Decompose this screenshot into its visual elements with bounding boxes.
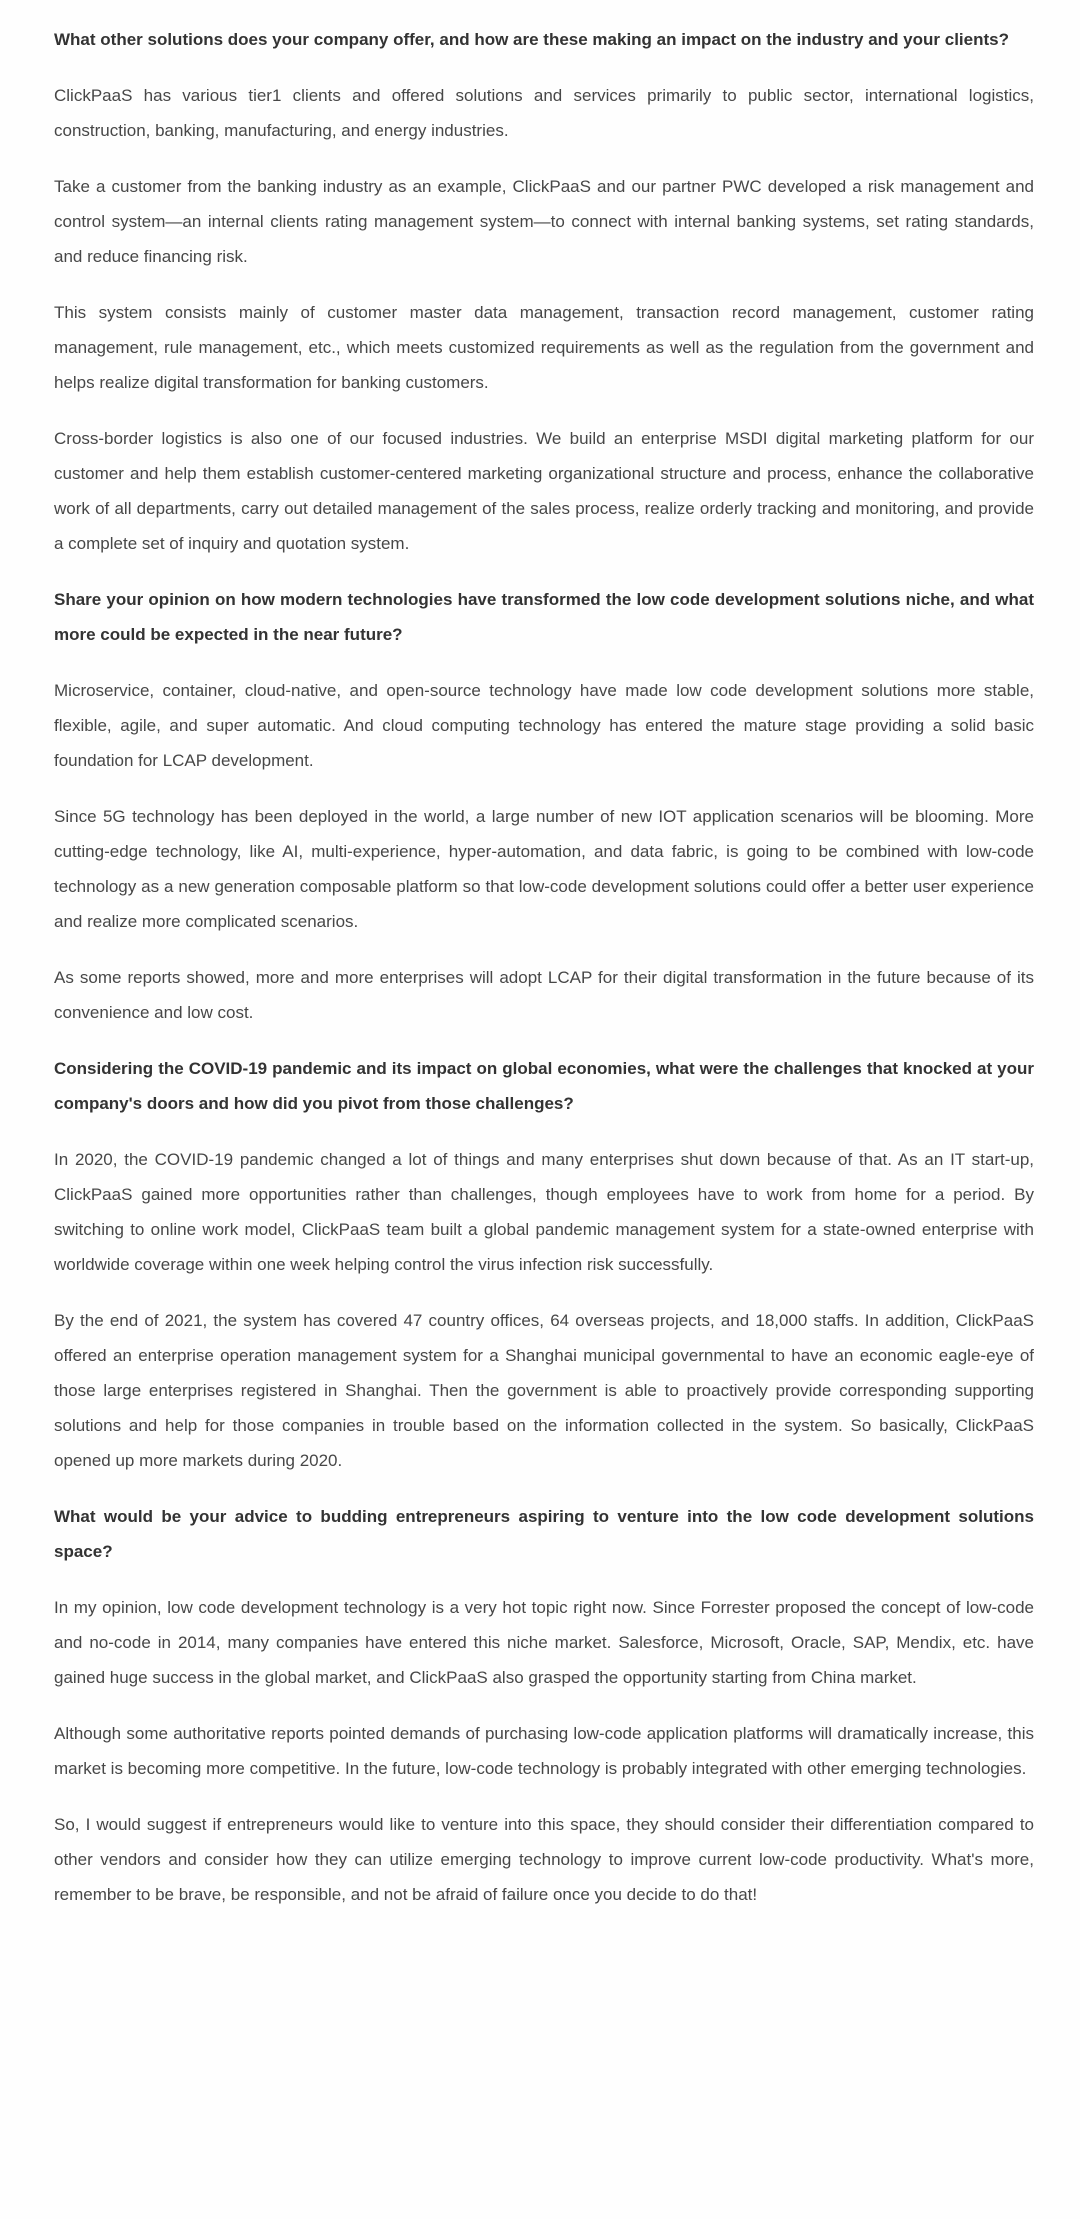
answer-paragraph-4: Cross-border logistics is also one of our focused industries. We build an enterprise MSDI digital marketing platform for our customer and help them establish customer-centered marketing organizational structure and process, enhance the collaborative work of all departments, carry out detailed management of the sales process, realize orderly tracking and monitoring, and provide a complete set of inquiry and quotation system. xyxy=(54,429,1034,553)
question-heading-4: What would be your advice to budding entrepreneurs aspiring to venture into the low code development solutions space? xyxy=(54,1507,1034,1561)
answer-paragraph-3: This system consists mainly of customer master data management, transaction record management, customer rating management, rule management, etc., which meets customized requirements as well as the regulation from the government and helps realize digital transformation for banking customers. xyxy=(54,303,1034,392)
answer-paragraph-7: As some reports showed, more and more enterprises will adopt LCAP for their digital transformation in the future because of its convenience and low cost. xyxy=(54,968,1034,1022)
answer-paragraph-2: Take a customer from the banking industry as an example, ClickPaaS and our partner PWC developed a risk management and control system—an internal clients rating management system—to connect with internal banking systems, set rating standards, and reduce financing risk. xyxy=(54,177,1034,266)
question-heading-2: Share your opinion on how modern technologies have transformed the low code development solutions niche, and what more could be expected in the near future? xyxy=(54,590,1034,644)
answer-paragraph-1: ClickPaaS has various tier1 clients and offered solutions and services primarily to public sector, international logistics, construction, banking, manufacturing, and energy industries. xyxy=(54,86,1034,140)
answer-paragraph-9: By the end of 2021, the system has covered 47 country offices, 64 overseas projects, and 18,000 staffs. In addition, ClickPaaS offered an enterprise operation management system for a Shanghai municipal governmental to have an economic eagle-eye of those large enterprises registered in Shanghai. Then the government is able to proactively provide corresponding supporting solutions and help for those companies in trouble based on the information collected in the system. So basically, ClickPaaS opened up more markets during 2020. xyxy=(54,1311,1034,1470)
answer-paragraph-6: Since 5G technology has been deployed in the world, a large number of new IOT application scenarios will be blooming. More cutting-edge technology, like AI, multi-experience, hyper-automation, and data fabric, is going to be combined with low-code technology as a new generation composable platform so that low-code development solutions could offer a better user experience and realize more complicated scenarios. xyxy=(54,807,1034,931)
answer-paragraph-10: In my opinion, low code development technology is a very hot topic right now. Since Forrester proposed the concept of low-code and no-code in 2014, many companies have entered this niche market. Salesforce, Microsoft, Oracle, SAP, Mendix, etc. have gained huge success in the global market, and ClickPaaS also grasped the opportunity starting from China market. xyxy=(54,1598,1034,1687)
question-heading-1: What other solutions does your company offer, and how are these making an impact on the industry and your clients? xyxy=(54,30,1009,49)
answer-paragraph-8: In 2020, the COVID-19 pandemic changed a lot of things and many enterprises shut down because of that. As an IT start-up, ClickPaaS gained more opportunities rather than challenges, though employees have to work from home for a period. By switching to online work model, ClickPaaS team built a global pandemic management system for a state-owned enterprise with worldwide coverage within one week helping control the virus infection risk successfully. xyxy=(54,1150,1034,1274)
answer-paragraph-5: Microservice, container, cloud-native, and open-source technology have made low code development solutions more stable, flexible, agile, and super automatic. And cloud computing technology has entered the mature stage providing a solid basic foundation for LCAP development. xyxy=(54,681,1034,770)
question-heading-3: Considering the COVID-19 pandemic and its impact on global economies, what were the challenges that knocked at your company's doors and how did you pivot from those challenges? xyxy=(54,1059,1034,1113)
answer-paragraph-11: Although some authoritative reports pointed demands of purchasing low-code application platforms will dramatically increase, this market is becoming more competitive. In the future, low-code technology is probably integrated with other emerging technologies. xyxy=(54,1724,1034,1778)
answer-paragraph-12: So, I would suggest if entrepreneurs would like to venture into this space, they should consider their differentiation compared to other vendors and consider how they can utilize emerging technology to improve current low-code productivity. What's more, remember to be brave, be responsible, and not be afraid of failure once you decide to do that! xyxy=(54,1815,1034,1904)
